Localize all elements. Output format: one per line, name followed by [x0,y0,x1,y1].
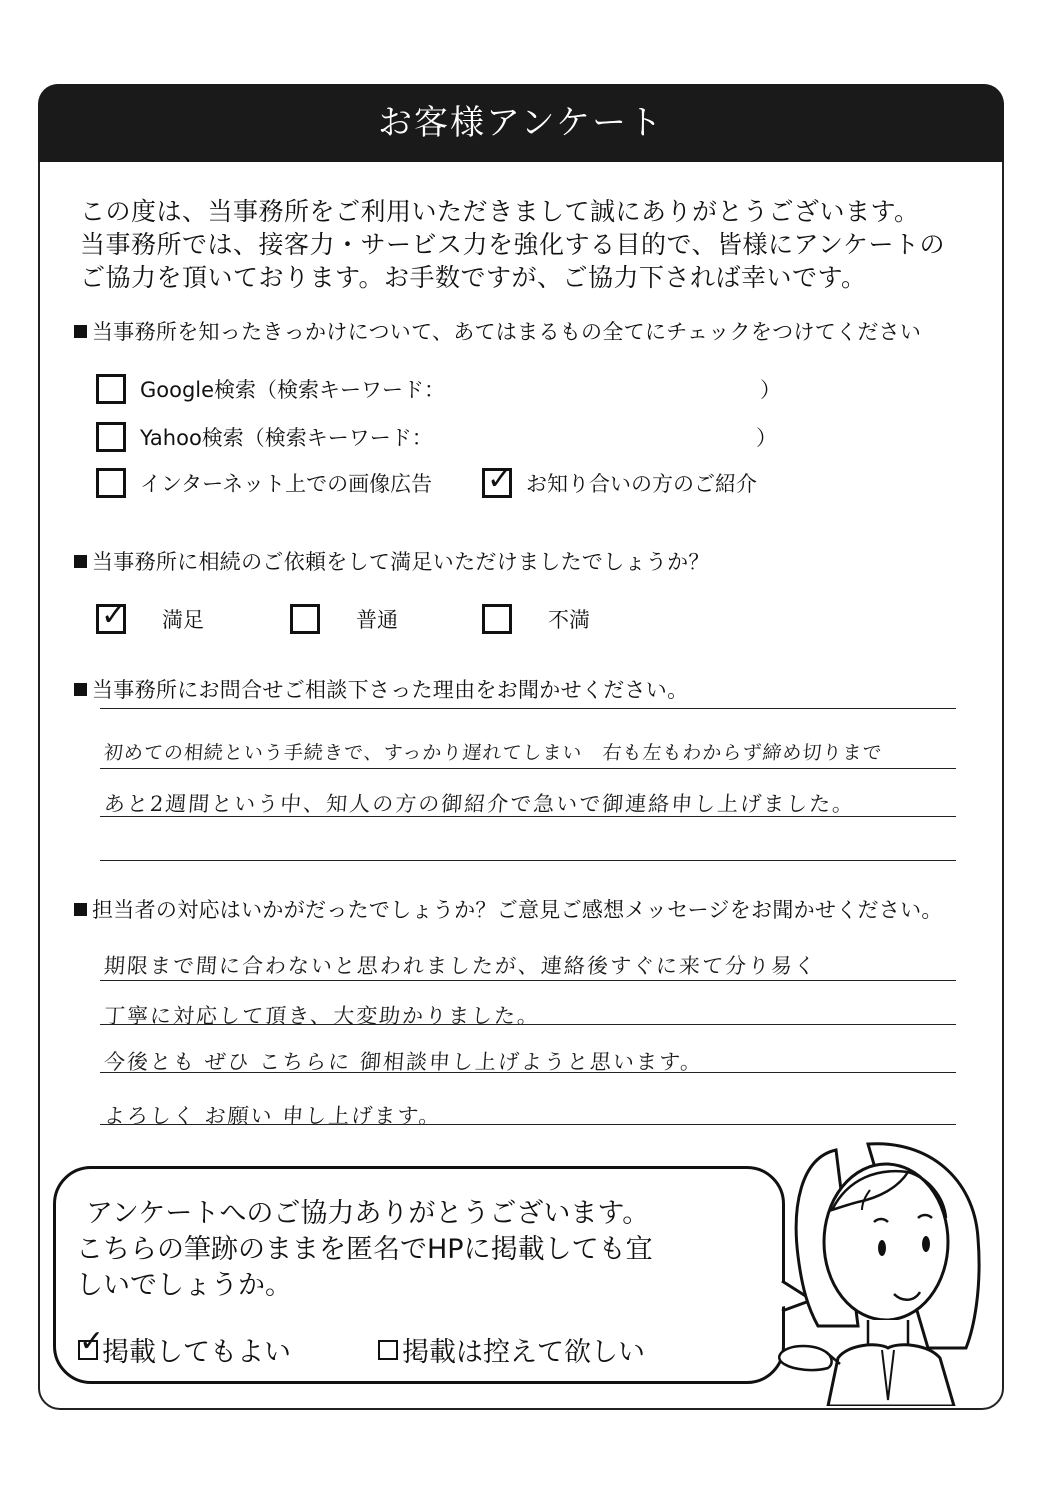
close-paren: ） [760,378,781,402]
closing-line: しいでしょうか。 [76,1270,292,1301]
intro-line: ご協力を頂いております。お手数ですが、ご協力下されば幸いです。 [80,263,867,292]
survey-title: お客様アンケート [38,84,1004,162]
ruled-line [100,1072,956,1073]
bullet-square-icon [74,683,87,696]
intro-text [80,195,1000,294]
ruled-line [100,980,956,981]
consent-no-checkbox[interactable] [378,1340,398,1360]
woman-illustration-icon [778,1138,1002,1406]
intro-line: この度は、当事務所をご利用いただきまして誠にありがとうございます。 [80,197,920,226]
q4-answer-line: 丁寧に対応して頂き、大変助かりました。 [103,1004,541,1028]
ruled-line [100,708,956,709]
question-3-title: 当事務所にお問合せご相談下さった理由をお聞かせください。 [74,674,688,704]
checkbox-image-ad[interactable] [96,468,126,498]
checkbox-yahoo[interactable] [96,422,126,452]
intro-line: 当事務所では、接客力・サービス力を強化する目的で、皆様にアンケートの [80,230,946,259]
option-image-ad[interactable]: インターネット上での画像広告 [96,468,432,498]
close-paren: ） [756,426,777,450]
ruled-line [100,1024,956,1025]
checkbox-referral[interactable] [482,468,512,498]
question-2-title: 当事務所に相続のご依頼をして満足いただけましたでしょうか？ [74,546,710,576]
q4-answer-line: よろしく お願い 申し上げます。 [103,1104,443,1128]
consent-yes-checkbox[interactable] [78,1340,98,1360]
option-referral[interactable]: ✓ お知り合いの方のご紹介 [482,468,757,498]
closing-message [76,1196,653,1304]
q3-answer-line: あと2週間という中、知人の方の御紹介で急いで御連絡申し上げました。 [103,792,857,816]
checkbox-dissatisfied[interactable] [482,604,512,634]
ruled-line [100,860,956,861]
q3-answer-line: 初めての相続という手続きで、すっかり遅れてしまい 右も左もわからず締め切りまで [103,742,884,764]
consent-no-option[interactable]: 掲載は控えて欲しい [378,1330,645,1369]
checkbox-satisfied[interactable] [96,604,126,634]
bullet-square-icon [74,325,87,338]
option-yahoo-search[interactable]: Yahoo検索（検索キーワード： [96,422,433,452]
q4-answer-line: 期限まで間に合わないと思われましたが、連絡後すぐに来て分り易く [103,954,818,978]
checkbox-google[interactable] [96,374,126,404]
option-google-search[interactable]: Google検索（検索キーワード： [96,374,445,404]
bullet-square-icon [74,555,87,568]
ruled-line [100,1124,956,1125]
closing-line: こちらの筆跡のままを匿名でHPに掲載しても宜 [76,1234,653,1265]
question-1-title: 当事務所を知ったきっかけについて、あてはまるもの全てにチェックをつけてください [74,316,921,346]
option-dissatisfied[interactable]: 不満 [482,604,590,634]
option-satisfied[interactable]: ✓ 満足 [96,604,204,634]
ruled-line [100,768,956,769]
closing-line: アンケートへのご協力ありがとうございます。 [86,1198,650,1229]
q4-answer-line: 今後とも ぜひ こちらに 御相談申し上げようと思います。 [103,1050,705,1074]
consent-yes-option[interactable]: ✓ 掲載してもよい [78,1330,291,1369]
bullet-square-icon [74,903,87,916]
question-4-title: 担当者の対応はいかがだったでしょうか？ご意見ご感想メッセージをお聞かせください。 [74,894,943,924]
ruled-line [100,816,956,817]
checkbox-neutral[interactable] [290,604,320,634]
option-neutral[interactable]: 普通 [290,604,398,634]
